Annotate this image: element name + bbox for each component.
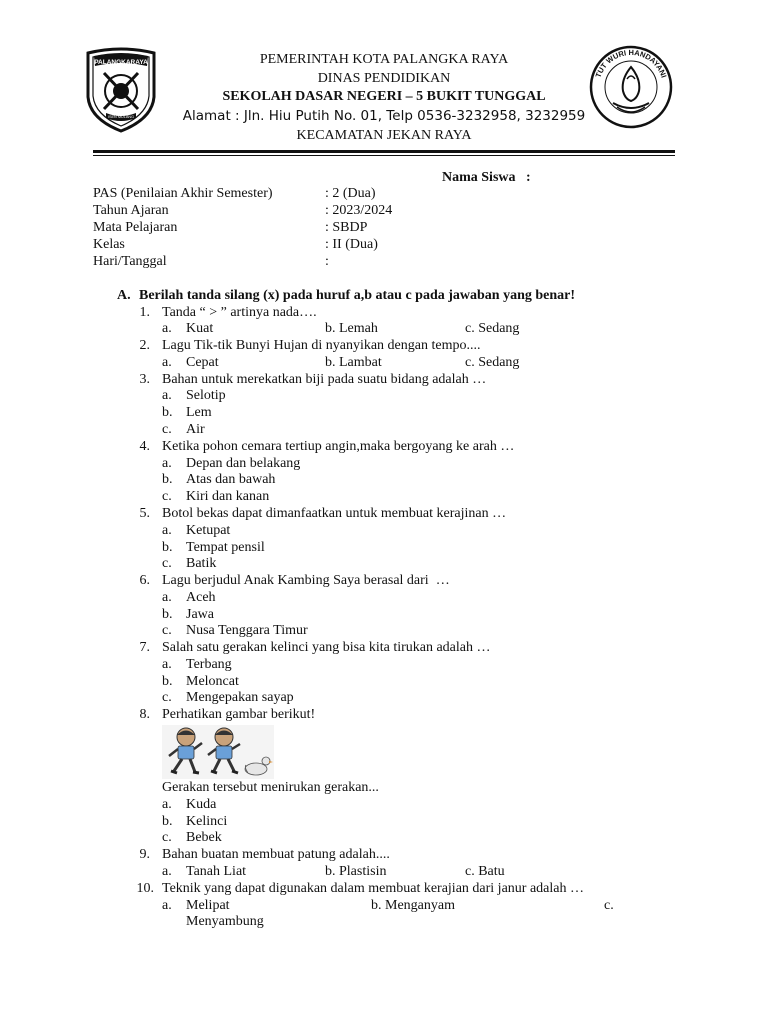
- info-value: :: [325, 254, 329, 269]
- info-value: : 2023/2024: [325, 203, 393, 218]
- question-text: Bahan buatan membuat patung adalah....: [162, 847, 390, 862]
- info-value: : 2 (Dua): [325, 186, 376, 201]
- option-text: b. Lambat: [325, 355, 382, 370]
- info-label: Kelas: [93, 237, 125, 252]
- option-letter: b.: [162, 607, 173, 622]
- svg-text:ISEN MULANG: ISEN MULANG: [107, 115, 135, 119]
- option-text: Aceh: [186, 590, 216, 605]
- question-number: 7.: [139, 640, 150, 655]
- question-number: 1.: [139, 305, 150, 320]
- header-rule-thick: [93, 150, 675, 153]
- section-letter: A.: [117, 288, 131, 303]
- info-row: [93, 203, 593, 220]
- info-value: : SBDP: [325, 220, 368, 235]
- option-text: Bebek: [186, 830, 222, 845]
- option-letter: c.: [162, 830, 172, 845]
- question-text: Tanda “ > ” artinya nada….: [162, 305, 317, 320]
- option-letter: a.: [162, 523, 172, 538]
- option-letter: c.: [162, 623, 172, 638]
- info-label: PAS (Penilaian Akhir Semester): [93, 186, 273, 201]
- option-text: Melipat: [186, 898, 230, 913]
- question-number: 2.: [139, 338, 150, 353]
- option-text: Cepat: [186, 355, 219, 370]
- option-letter: c.: [162, 690, 172, 705]
- question-text: Lagu Tik-tik Bunyi Hujan di nyanyikan dengan tempo....: [162, 338, 481, 353]
- header-school-name: SEKOLAH DASAR NEGERI – 5 BUKIT TUNGGAL: [222, 89, 546, 104]
- question-number: 10.: [136, 881, 154, 896]
- option-letter: b.: [162, 405, 173, 420]
- info-label: Hari/Tanggal: [93, 254, 167, 269]
- option-text: c.: [604, 898, 614, 913]
- option-letter: c.: [162, 422, 172, 437]
- header-government: PEMERINTAH KOTA PALANGKA RAYA: [259, 52, 509, 67]
- option-letter: c.: [162, 489, 172, 504]
- question-number: 6.: [139, 573, 150, 588]
- svg-text:TUT WURI HANDAYANI: TUT WURI HANDAYANI: [593, 47, 669, 79]
- option-text: Jawa: [186, 607, 214, 622]
- svg-text:PALANGKARAYA: PALANGKARAYA: [94, 59, 148, 66]
- question-text: Teknik yang dapat digunakan dalam membuat kerajian dari janur adalah …: [162, 881, 584, 896]
- option-text: Kuda: [186, 797, 217, 812]
- option-letter: c.: [162, 556, 172, 571]
- option-text: Mengepakan sayap: [186, 690, 294, 705]
- option-letter: a.: [162, 321, 172, 336]
- option-text: Nusa Tenggara Timur: [186, 623, 308, 638]
- option-letter: a.: [162, 797, 172, 812]
- option-text: Kuat: [186, 321, 214, 336]
- question-number: 8.: [139, 707, 150, 722]
- question-subtext: Gerakan tersebut menirukan gerakan...: [162, 780, 379, 795]
- option-text: Kelinci: [186, 814, 228, 829]
- option-text: Batik: [186, 556, 217, 571]
- question-number: 9.: [139, 847, 150, 862]
- option-letter: b.: [162, 674, 173, 689]
- option-text: c. Sedang: [465, 321, 520, 336]
- option-text: Depan dan belakang: [186, 456, 301, 471]
- option-letter: a.: [162, 590, 172, 605]
- option-text: Terbang: [186, 657, 232, 672]
- option-text: Selotip: [186, 388, 226, 403]
- option-letter: b.: [162, 814, 173, 829]
- question-text: Botol bekas dapat dimanfaatkan untuk membuat kerajinan …: [162, 506, 507, 521]
- option-text: Meloncat: [186, 674, 239, 689]
- option-letter: a.: [162, 657, 172, 672]
- option-letter: b.: [162, 472, 173, 487]
- option-text: c. Sedang: [465, 355, 520, 370]
- section-instruction: Berilah tanda silang (x) pada huruf a,b atau c pada jawaban yang benar!: [139, 288, 576, 303]
- header-rule-thin: [93, 155, 675, 156]
- question-text: Lagu berjudul Anak Kambing Saya berasal dari …: [162, 573, 450, 588]
- option-text: b. Plastisin: [325, 864, 387, 879]
- kids-and-duck-illustration: [162, 725, 274, 779]
- option-text: Tempat pensil: [186, 540, 265, 555]
- info-row: [93, 220, 593, 237]
- info-row: [93, 186, 593, 203]
- question-text: Bahan untuk merekatkan biji pada suatu bidang adalah …: [162, 372, 487, 387]
- question-text: Ketika pohon cemara tertiup angin,maka bergoyang ke arah …: [162, 439, 515, 454]
- option-letter: a.: [162, 864, 172, 879]
- option-letter: a.: [162, 355, 172, 370]
- header-district: KECAMATAN JEKAN RAYA: [296, 128, 472, 143]
- student-name-label: Nama Siswa :: [442, 170, 531, 185]
- option-text: Kiri dan kanan: [186, 489, 270, 504]
- option-text: Air: [186, 422, 205, 437]
- option-letter: a.: [162, 456, 172, 471]
- option-letter: a.: [162, 898, 172, 913]
- info-row: [93, 237, 593, 254]
- info-row: [93, 254, 593, 271]
- option-letter: b.: [162, 540, 173, 555]
- info-label: Mata Pelajaran: [93, 220, 178, 235]
- option-text: b. Menganyam: [371, 898, 455, 913]
- header-department: DINAS PENDIDIKAN: [317, 71, 451, 86]
- option-text: Atas dan bawah: [186, 472, 276, 487]
- question-text: Perhatikan gambar berikut!: [162, 707, 316, 722]
- question-text: Salah satu gerakan kelinci yang bisa kita tirukan adalah …: [162, 640, 491, 655]
- option-text-wrapped: Menyambung: [186, 914, 264, 929]
- option-text: b. Lemah: [325, 321, 378, 336]
- question-number: 4.: [139, 439, 150, 454]
- option-text: Tanah Liat: [186, 864, 247, 879]
- question-number: 3.: [139, 372, 150, 387]
- option-text: c. Batu: [465, 864, 505, 879]
- option-text: Ketupat: [186, 523, 231, 538]
- info-label: Tahun Ajaran: [93, 203, 169, 218]
- header-address: Alamat : Jln. Hiu Putih No. 01, Telp 0536-3232958, 3232959: [182, 108, 586, 124]
- option-text: Lem: [186, 405, 212, 420]
- info-value: : II (Dua): [325, 237, 378, 252]
- option-letter: a.: [162, 388, 172, 403]
- question-number: 5.: [139, 506, 150, 521]
